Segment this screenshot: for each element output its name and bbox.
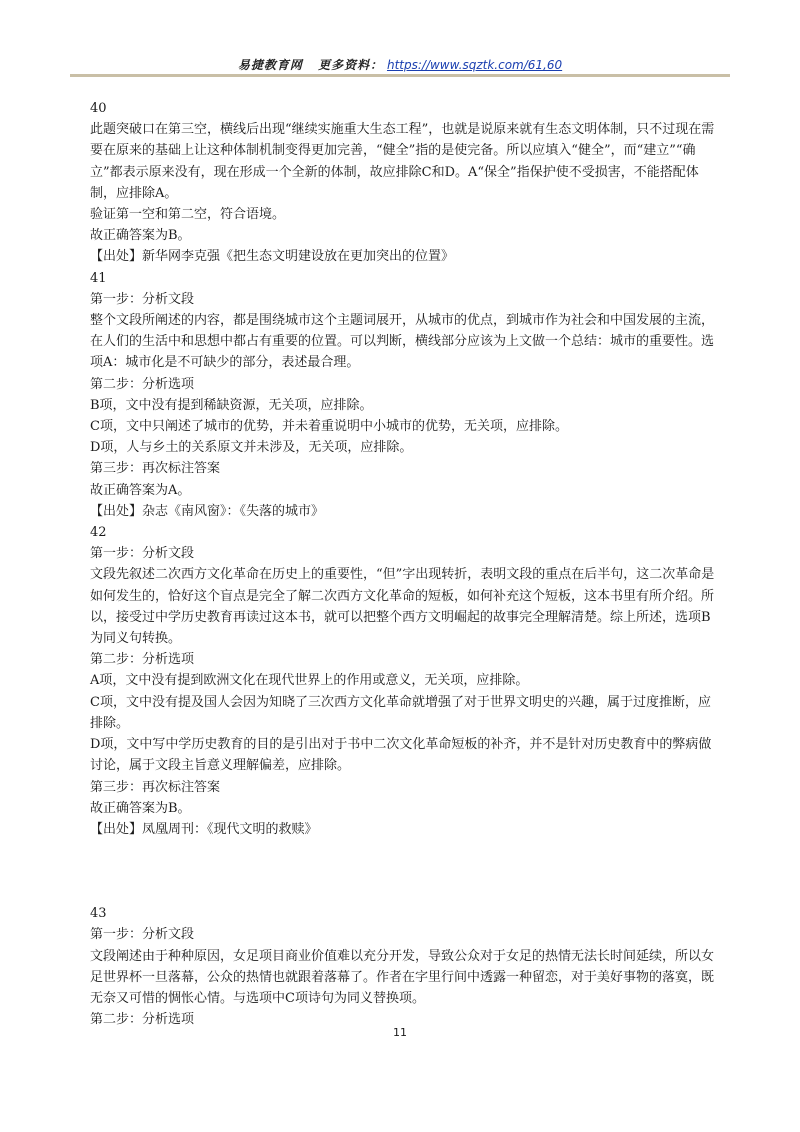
paragraph: C项，文中只阐述了城市的优势，并未着重说明中小城市的优势，无关项，应排除。 [90,419,568,435]
page-header [0,56,800,73]
question-number: 42 [90,525,107,541]
step-heading: 第一步：分析文段 [90,291,195,307]
question-number: 43 [90,906,107,922]
answer-line: 故正确答案为B。 [90,800,191,816]
paragraph: D项，文中写中学历史教育的目的是引出对于书中二次文化革命短板的补齐，并不是针对历史教育中的弊病做讨论，属于文段主旨意义理解偏差，应排除。 [90,737,712,774]
blank-space [90,840,720,903]
paragraph: 文段先叙述二次西方文化革命在历史上的重要性，“但”字出现转折，表明文段的重点在后半句，这二次革命是如何发生的，恰好这个盲点是完全了解二次西方文化革命的短板，如何补充这个短板，这本书里有所介绍。所以，接受过中学历史教育再读过这本书，就可以把整个西方文明崛起的故事完全理解清楚。综上所述，选项B为同义句转换。 [90,567,715,647]
step-heading: 第一步：分析文段 [90,927,195,943]
step-heading: 第一步：分析文段 [90,546,195,562]
step-heading: 第三步：再次标注答案 [90,461,221,477]
step-heading: 第二步：分析选项 [90,1012,195,1028]
document-body [90,98,720,1030]
step-heading: 第三步：再次标注答案 [90,779,221,795]
question-number: 40 [90,101,107,116]
step-heading: 第二步：分析选项 [90,652,195,668]
answer-line: 故正确答案为B。 [90,228,191,244]
paragraph: 此题突破口在第三空，横线后出现“继续实施重大生态工程”，也就是说原来就有生态文明体制，只不过现在需要在原来的基础上让这种体制机制变得更加完善，“健全”指的是使完备。所以应填入“健全”，而“建立”“确立”都表示原来没有，现在形成一个全新的体制，故应排除C和D。A“保全”指保护使不受损害，不能搭配体制，应排除A。 [90,122,715,201]
source-line: 【出处】杂志《南风窗》：《失落的城市》 [90,503,325,519]
paragraph: C项，文中没有提及国人会因为知晓了三次西方文化革命就增强了对于世界文明史的兴趣，属于过度推断，应排除。 [90,694,711,731]
paragraph: B项，文中没有提到稀缺资源，无关项，应排除。 [90,397,373,413]
step-heading: 第二步：分析选项 [90,376,195,392]
header-label-left: 易捷教育网 [237,58,303,72]
paragraph: 验证第一空和第二空，符合语境。 [90,207,286,223]
source-line: 【出处】新华网李克强《把生态文明建设放在更加突出的位置》 [90,249,455,265]
paragraph: D项，人与乡土的关系原文并未涉及，无关项，应排除。 [90,440,413,456]
page-number: 11 [393,1026,407,1039]
question-number: 41 [90,270,107,286]
header-divider [70,74,730,77]
paragraph: 整个文段所阐述的内容，都是围绕城市这个主题词展开，从城市的优点，到城市作为社会和中国发展的主流，在人们的生活中和思想中都占有重要的位置。可以判断，横线部分应该为上文做一个总结：城市的重要性。选项A：城市化是不可缺少的部分，表述最合理。 [90,313,715,371]
header-url-link[interactable]: https://www.sqztk.com/61,60 [386,58,563,72]
source-line: 【出处】凤凰周刊：《现代文明的救赎》 [90,821,318,837]
answer-line: 故正确答案为A。 [90,482,191,498]
paragraph: 文段阐述由于种种原因，女足项目商业价值难以充分开发，导致公众对于女足的热情无法长时间延续，所以女足世界杯一旦落幕，公众的热情也就跟着落幕了。作者在字里行间中透露一种留恋，对于美好事物的落寞，既无奈又可惜的惆怅心情。与选项中C项诗句为同义替换项。 [90,948,715,1006]
paragraph: A项，文中没有提到欧洲文化在现代世界上的作用或意义，无关项，应排除。 [90,673,529,689]
header-label-more: 更多资料： [318,58,384,72]
